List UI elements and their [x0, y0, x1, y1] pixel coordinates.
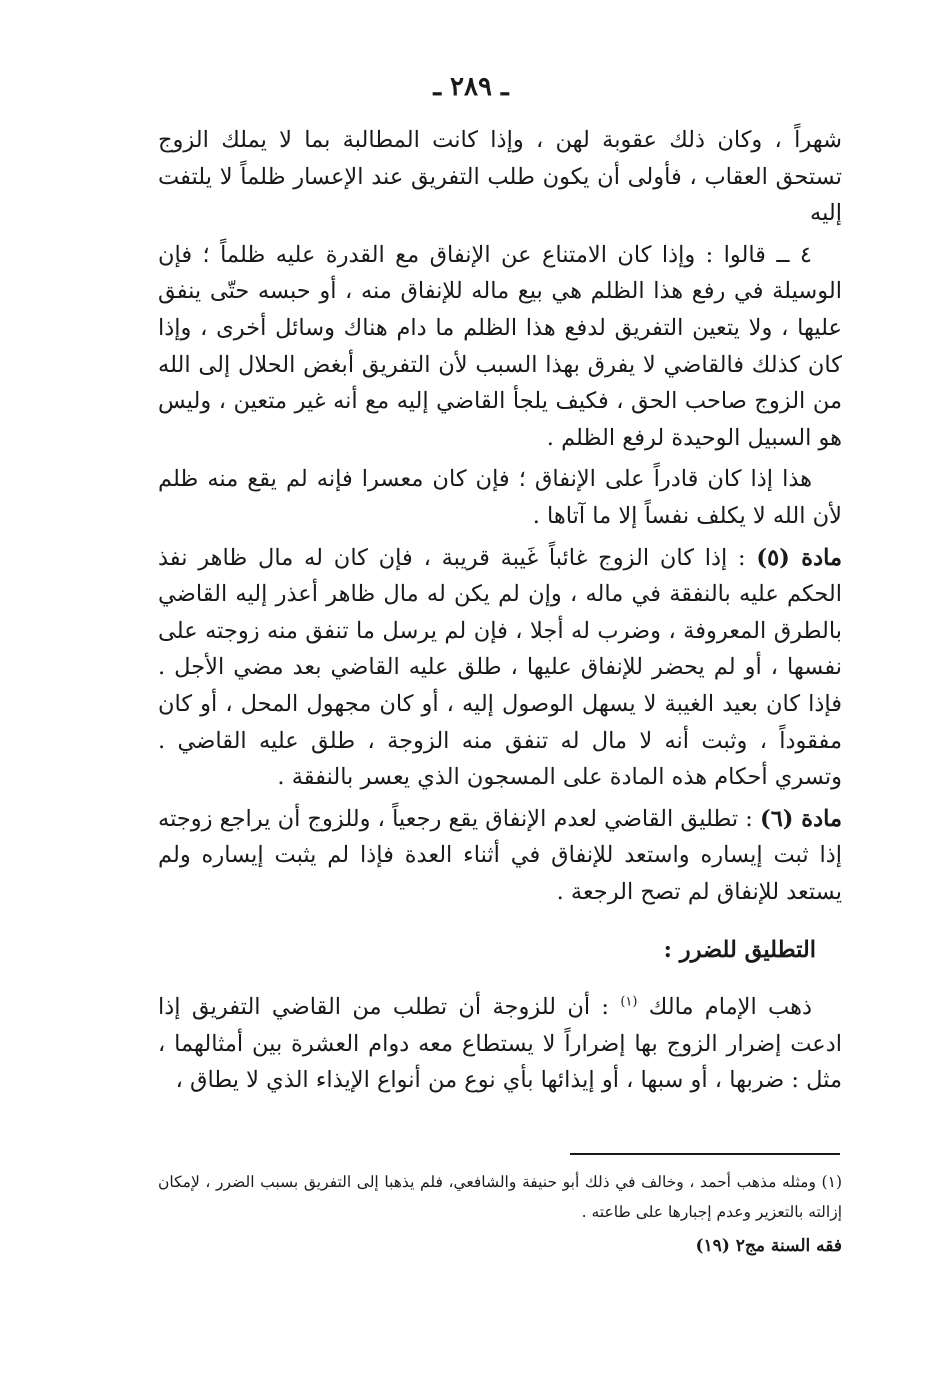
paragraph-1: شهراً ، وكان ذلك عقوبة لهن ، وإذا كانت المطالبة بما لا يملك الزوج تستحق العقاب ، فأولى أن يكون طلب التفريق عند الإعسار ظلماً لا يلتفت إليه [158, 127, 842, 227]
footnote-1: (١) ومثله مذهب أحمد ، وخالف في ذلك أبو حنيفة والشافعي، فلم يذهبا إلى التفريق بسبب الضرر ، لإمكان إزالته بالتعزير وعدم إجبارها على طاعته . [158, 1173, 842, 1221]
footnote-divider [570, 1153, 840, 1155]
article-6-text: : تطليق القاضي لعدم الإنفاق يقع رجعياً ، وللزوج أن يراجع زوجته إذا ثبت إيساره واستعد للإنفاق في أثناء العدة فإذا لم يثبت إيساره ولم يستعد للإنفاق لم تصح الرجعة . [158, 805, 842, 905]
footnotes [158, 1167, 842, 1227]
book-signature: فقه السنة مج٢ (١٩) [695, 1236, 842, 1256]
paragraph-last-rest: : أن للزوجة أن تطلب من القاضي التفريق إذا ادعت إضرار الزوج بها إضراراً لا يستطاع معه دوام العشرة بين أمثالهما ، مثل : ضربها ، أو سبها ، أو إيذائها بأي نوع من أنواع الإيذاء الذي لا يطاق ، [158, 994, 842, 1094]
footnote-reference: (١) [620, 994, 638, 1010]
article-5-text: : إذا كان الزوج غائباً غَيبة قريبة ، فإن كان له مال ظاهر نفذ الحكم عليه بالنفقة في ماله ، وإن لم يكن له مال ظاهر أعذر إليه القاضي بالطرق المعروفة ، وضرب له أجلا ، فإن لم يرسل ما تنفق منه زوجته على نفسها ، أو لم يحضر للإنفاق عليها ، طلق عليه القاضي بعد مضي الأجل . فإذا كان بعيد الغيبة لا يسهل الوصول إليه ، أو كان مجهول المحل ، أو كان مفقوداً ، وثبت أنه لا مال له تنفق منه الزوجة ، طلق عليه القاضي . وتسري أحكام هذه المادة على المسجون الذي يعسر بالنفقة . [158, 544, 842, 791]
article-6-label: مادة (٦) [760, 805, 842, 832]
paragraph-last-start: ذهب الإمام مالك [648, 994, 812, 1021]
main-text [158, 122, 842, 1104]
paragraph-3: هذا إذا كان قادراً على الإنفاق ؛ فإن كان معسرا فإنه لم يقع منه ظلم لأن الله لا يكلف نفساً إلا ما آتاها . [158, 466, 842, 529]
paragraph-last [158, 989, 842, 1099]
article-5-paragraph [158, 540, 842, 796]
article-6-paragraph [158, 801, 842, 911]
page-number: ـ ٢٨٩ ـ [433, 72, 509, 102]
section-heading: التطليق للضرر : [663, 937, 816, 964]
article-5-label: مادة (٥) [756, 544, 842, 571]
paragraph-2: ٤ ــ قالوا : وإذا كان الامتناع عن الإنفاق مع القدرة عليه ظلماً ؛ فإن الوسيلة في رفع هذا الظلم هي بيع ماله للإنفاق منه ، أو حبسه حتّى ينفق عليها ، ولا يتعين التفريق لدفع هذا الظلم ما دام هناك وسائل أخرى ، وإذا كان كذلك فالقاضي لا يفرق بهذا السبب لأن التفريق أبغض الحلال إلى الله من الزوج صاحب الحق ، فكيف يلجأ القاضي إليه مع أنه غير متعين ، وليس هو السبيل الوحيدة لرفع الظلم . [158, 241, 842, 451]
